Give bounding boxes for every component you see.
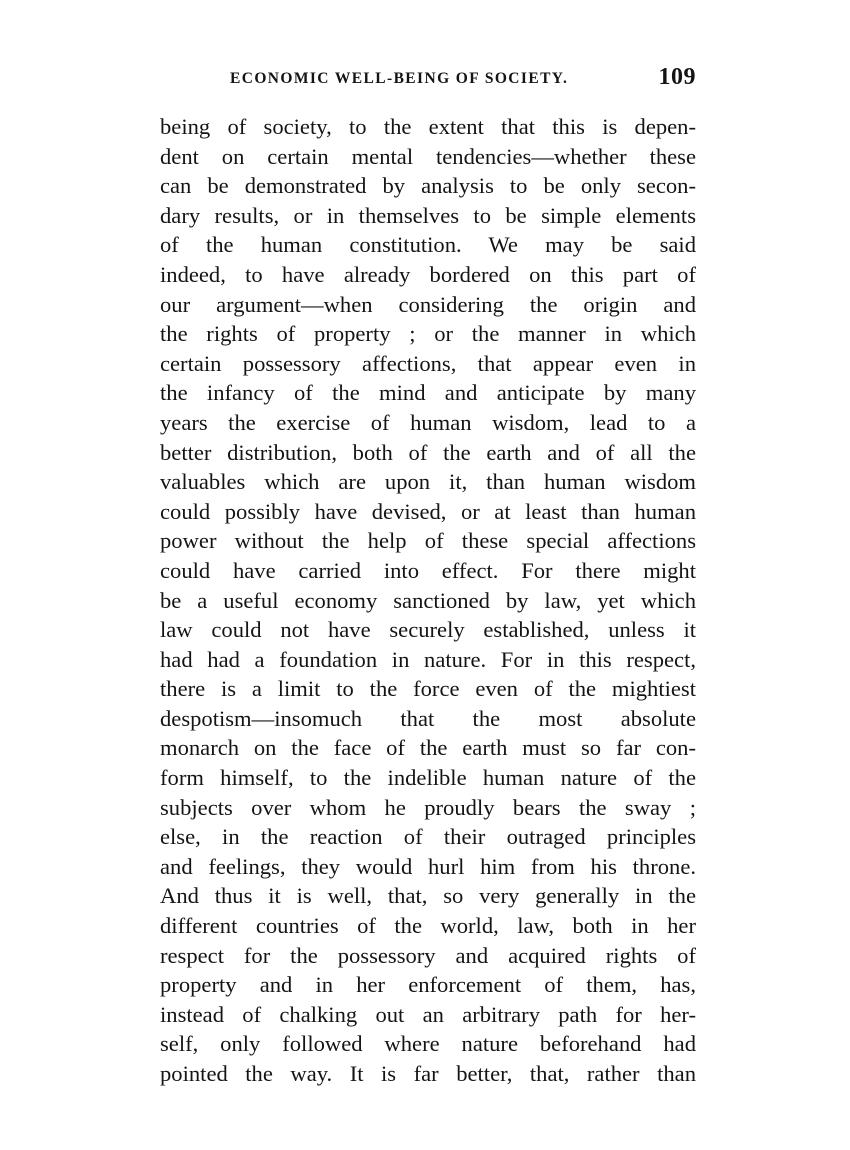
text-line: valuables which are upon it, than human wisdom [160,469,696,495]
text-line: despotism—insomuch that the most absolute [160,705,696,731]
text-line: pointed the way. It is far better, that, rather than [160,1061,696,1086]
text-line: of the human constitution. We may be said [160,232,696,258]
text-line: dent on certain mental tendencies—whether these [160,143,696,169]
running-head [160,64,696,98]
text-line: form himself, to the indelible human nature of the [160,765,696,791]
running-title: ECONOMIC WELL-BEING OF SOCIETY. [230,70,569,87]
text-line: self, only followed where nature beforehand had [160,1031,696,1057]
text-line: else, in the reaction of their outraged principles [160,824,696,850]
text-line: years the exercise of human wisdom, lead to a [160,409,696,435]
text-line: there is a limit to the force even of the mightiest [160,676,696,702]
text-line: property and in her enforcement of them, has, [160,972,696,998]
text-line: subjects over whom he proudly bears the sway ; [160,794,696,820]
text-line: law could not have securely established, unless it [160,617,696,643]
text-line: the infancy of the mind and anticipate by many [160,380,696,406]
text-line: could have carried into effect. For there might [160,557,696,583]
text-line: instead of chalking out an arbitrary path for her- [160,1001,696,1027]
text-line: the rights of property ; or the manner in which [160,321,696,347]
text-line: respect for the possessory and acquired rights of [160,942,696,968]
text-line: power without the help of these special affections [160,528,696,554]
text-line: our argument—when considering the origin and [160,291,696,317]
page-number: 109 [658,64,696,90]
text-line: being of society, to the extent that this is depen- [160,114,696,139]
text-line: be a useful economy sanctioned by law, yet which [160,587,696,613]
text-line: and feelings, they would hurl him from his throne. [160,853,696,879]
text-line: And thus it is well, that, so very generally in the [160,883,696,909]
text-line: had had a foundation in nature. For in this respect, [160,646,696,672]
text-line: indeed, to have already bordered on this part of [160,261,696,287]
text-line: monarch on the face of the earth must so far con- [160,735,696,761]
text-line: can be demonstrated by analysis to be only secon- [160,173,696,199]
text-line: different countries of the world, law, both in her [160,913,696,939]
body-text [160,112,696,1089]
text-line: dary results, or in themselves to be simple elements [160,202,696,228]
text-line: could possibly have devised, or at least than human [160,498,696,524]
text-line: better distribution, both of the earth and of all the [160,439,696,465]
text-line: certain possessory affections, that appear even in [160,350,696,376]
